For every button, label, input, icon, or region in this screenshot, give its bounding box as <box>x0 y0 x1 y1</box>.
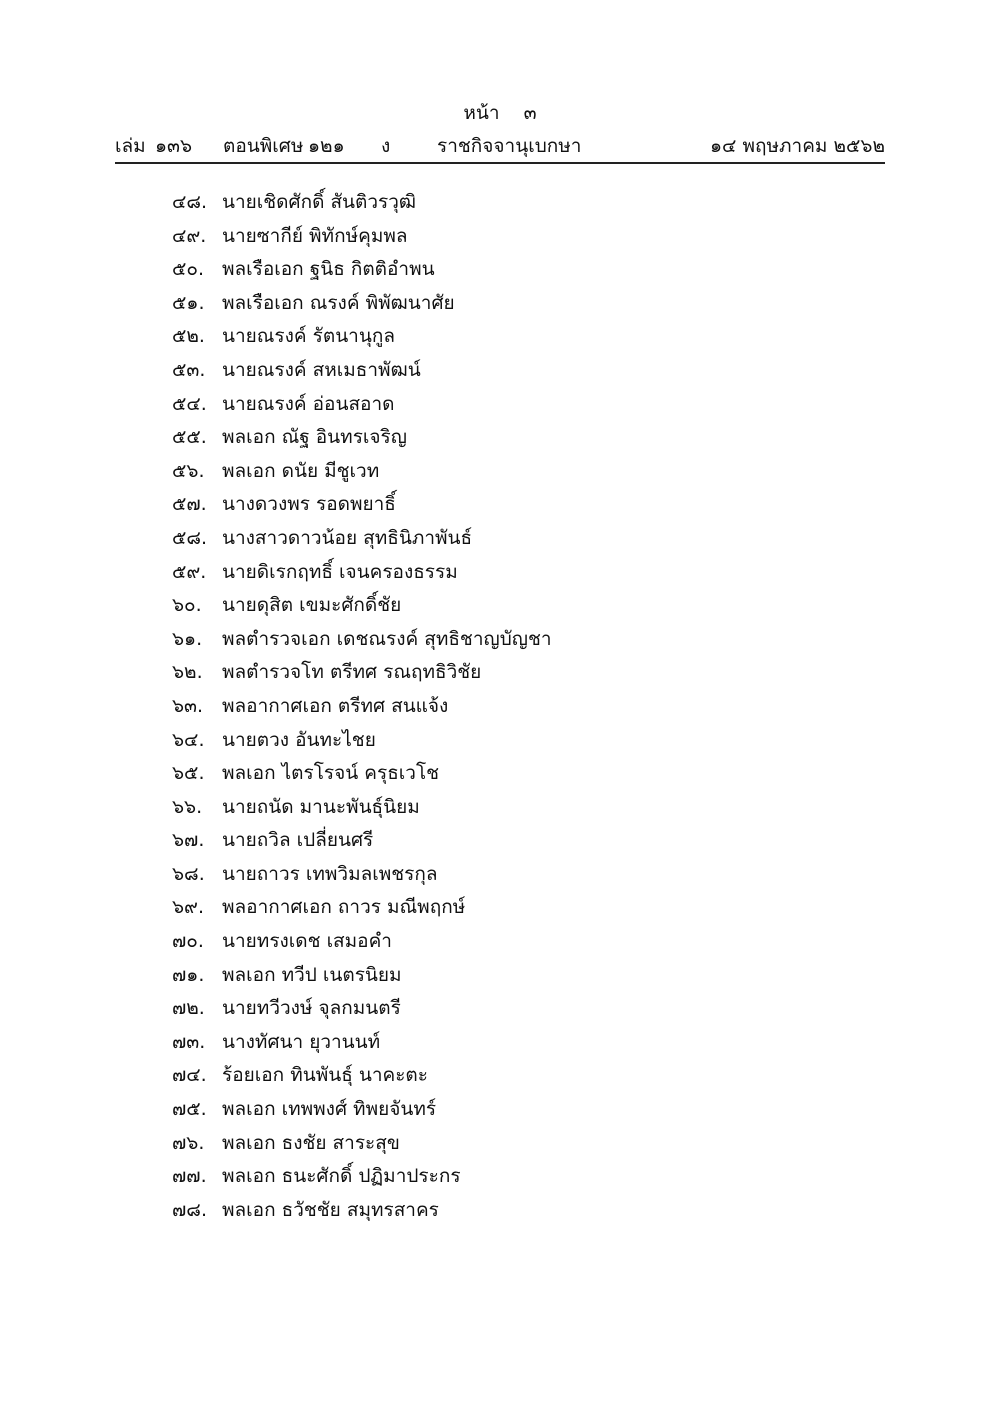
list-item-number: ๗๖. <box>172 1131 205 1154</box>
list-item <box>172 791 872 825</box>
list-item-number: ๕๓. <box>172 358 206 381</box>
section-suffix: ง <box>381 135 391 157</box>
header-divider <box>115 162 885 164</box>
list-item-name: พลเอก ธวัชชัย สมุทรสาคร <box>222 1198 439 1221</box>
list-item-name: นายทวีวงษ์ จุลกมนตรี <box>222 997 401 1020</box>
list-item-number: ๕๖. <box>172 459 205 482</box>
publication-date: ๑๔ พฤษภาคม ๒๕๖๒ <box>710 135 885 157</box>
list-item-number: ๕๘. <box>172 526 208 549</box>
list-item-name: นายดิเรกฤทธิ์ เจนครองธรรม <box>222 560 458 583</box>
list-item <box>172 1194 872 1228</box>
list-item-name: นายตวง อันทะไชย <box>222 728 376 751</box>
name-list <box>172 186 872 1227</box>
list-item <box>172 1093 872 1127</box>
list-item-number: ๕๒. <box>172 325 205 348</box>
list-item-name: นางทัศนา ยุวานนท์ <box>222 1030 381 1053</box>
volume-label: เล่ม <box>115 135 146 157</box>
list-item-number: ๗๔. <box>172 1064 207 1087</box>
list-item <box>172 488 872 522</box>
list-item <box>172 690 872 724</box>
list-item-name: นายณรงค์ อ่อนสอาด <box>222 392 395 415</box>
list-item <box>172 354 872 388</box>
gazette-title: ราชกิจจานุเบกษา <box>437 135 582 157</box>
list-item-number: ๖๓. <box>172 694 204 717</box>
list-item <box>172 388 872 422</box>
list-item-name: พลเอก ดนัย มีชูเวท <box>222 459 380 482</box>
list-item-number: ๕๐. <box>172 258 205 281</box>
list-item-name: พลอากาศเอก ถาวร มณีพฤกษ์ <box>222 896 466 919</box>
list-item-number: ๖๘. <box>172 862 205 885</box>
list-item-number: ๕๗. <box>172 493 207 516</box>
list-item-name: พลเอก ธงชัย สาระสุข <box>222 1131 400 1154</box>
list-item-name: พลเอก ไตรโรจน์ ครุธเวโช <box>222 762 440 785</box>
list-item-name: พลเอก ณัฐ อินทรเจริญ <box>222 426 407 449</box>
page-number <box>0 100 1000 126</box>
list-item <box>172 824 872 858</box>
list-item <box>172 220 872 254</box>
volume-number: ๑๓๖ <box>155 135 193 157</box>
list-item-name: พลเรือเอก ณรงค์ พิพัฒนาศัย <box>222 291 455 314</box>
list-item <box>172 858 872 892</box>
list-item <box>172 992 872 1026</box>
list-item-name: นายณรงค์ สหเมธาพัฒน์ <box>222 358 421 381</box>
list-item-name: พลเอก เทพพงศ์ ทิพยจันทร์ <box>222 1098 437 1121</box>
list-item <box>172 724 872 758</box>
list-item-name: ร้อยเอก ทินพันธุ์ นาคะตะ <box>222 1064 428 1087</box>
list-item <box>172 1160 872 1194</box>
list-item-number: ๗๑. <box>172 963 205 986</box>
list-item-name: พลตำรวจเอก เดชณรงค์ สุทธิชาญบัญชา <box>222 627 552 650</box>
list-item-name: นายดุสิต เขมะศักดิ์ชัย <box>222 594 402 617</box>
list-item-number: ๕๙. <box>172 560 207 583</box>
list-item-number: ๖๕. <box>172 762 205 785</box>
list-item <box>172 656 872 690</box>
list-item-name: พลตำรวจโท ตรีทศ รณฤทธิวิชัย <box>222 661 482 684</box>
list-item-name: นายเชิดศักดิ์ สันติวรวุฒิ <box>222 191 417 213</box>
list-item-name: พลเอก ธนะศักดิ์ ปฏิมาประกร <box>222 1165 461 1188</box>
list-item-number: ๕๑. <box>172 291 205 314</box>
list-item <box>172 320 872 354</box>
list-item-name: พลเรือเอก ฐนิธ กิตติอำพน <box>222 258 435 281</box>
list-item <box>172 421 872 455</box>
list-item-number: ๖๐. <box>172 594 202 617</box>
list-item-name: นายถาวร เทพวิมลเพชรกุล <box>222 862 438 885</box>
list-item-name: พลเอก ทวีป เนตรนิยม <box>222 963 402 986</box>
list-item-number: ๗๓. <box>172 1030 206 1053</box>
list-item-number: ๖๔. <box>172 728 205 751</box>
list-item <box>172 757 872 791</box>
list-item <box>172 1059 872 1093</box>
section-label: ตอนพิเศษ <box>223 135 304 157</box>
list-item-number: ๗๗. <box>172 1165 207 1188</box>
list-item-number: ๖๗. <box>172 829 205 852</box>
list-item <box>172 1026 872 1060</box>
list-item-number: ๗๕. <box>172 1098 207 1121</box>
list-item-number: ๖๑. <box>172 627 203 650</box>
list-item-name: นายถนัด มานะพันธุ์นิยม <box>222 795 420 818</box>
list-item-name: นายณรงค์ รัตนานุกูล <box>222 325 395 348</box>
list-item-number: ๔๘. <box>172 191 208 213</box>
list-item <box>172 186 872 220</box>
page-number-label: หน้า <box>463 102 500 124</box>
list-item-number: ๗๒. <box>172 997 205 1020</box>
list-item-number: ๖๒. <box>172 661 203 684</box>
list-item-number: ๔๙. <box>172 224 207 247</box>
list-item-name: นางสาวดาวน้อย สุทธินิภาพันธ์ <box>222 526 473 549</box>
list-item-name: นายถวิล เปลี่ยนศรี <box>222 829 374 852</box>
list-item-name: พลอากาศเอก ตรีทศ สนแจ้ง <box>222 694 449 717</box>
list-item-number: ๕๔. <box>172 392 207 415</box>
list-item-number: ๖๙. <box>172 896 205 919</box>
list-item-name: นายซากีย์ พิทักษ์คุมพล <box>222 224 408 247</box>
section-number: ๑๒๑ <box>308 135 345 157</box>
list-item <box>172 253 872 287</box>
list-item <box>172 455 872 489</box>
list-item-number: ๕๕. <box>172 426 207 449</box>
list-item-name: นางดวงพร รอดพยาธิ์ <box>222 493 396 516</box>
list-item-name: นายทรงเดช เสมอคำ <box>222 930 392 953</box>
list-item <box>172 623 872 657</box>
list-item <box>172 959 872 993</box>
list-item <box>172 925 872 959</box>
list-item <box>172 287 872 321</box>
list-item-number: ๗๘. <box>172 1198 207 1221</box>
list-item-number: ๖๖. <box>172 795 203 818</box>
list-item <box>172 522 872 556</box>
page-number-value: ๓ <box>523 102 537 124</box>
list-item-number: ๗๐. <box>172 930 204 953</box>
gazette-header <box>115 132 885 160</box>
list-item <box>172 891 872 925</box>
list-item <box>172 556 872 590</box>
list-item <box>172 1127 872 1161</box>
list-item <box>172 589 872 623</box>
